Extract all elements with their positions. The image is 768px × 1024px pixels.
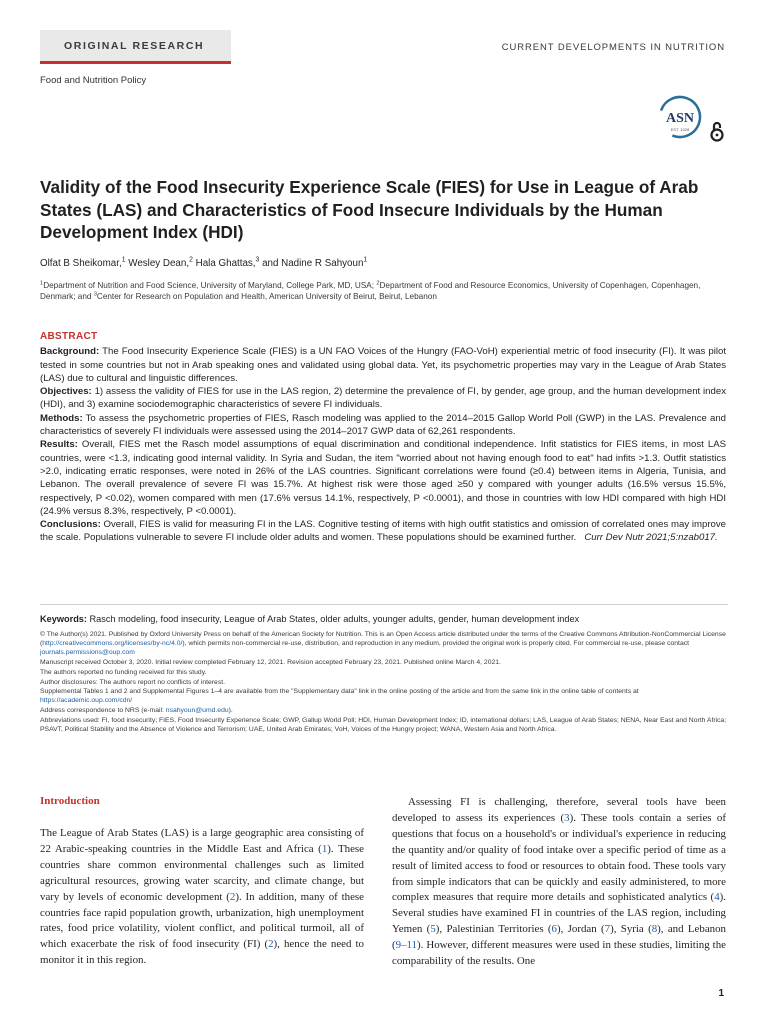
- abstract-methods-label: Methods:: [40, 412, 83, 424]
- copyright-text: © The Author(s) 2021. Published by Oxford University Press on behalf of the American Society for Nutrition. This is an Open Access article distributed under the terms of the Creative Commons Attribution-NonCommercial License (: [40, 631, 726, 648]
- page-number: 1: [718, 988, 724, 999]
- text-run: ), Syria (: [610, 923, 652, 936]
- intro-paragraph-1: [40, 826, 364, 969]
- manuscript-dates: Manuscript received October 3, 2020. Initial review completed February 12, 2021. Revision accepted February 23, 2021. Published online March 4, 2021.: [40, 659, 501, 667]
- keywords-text: Rasch modeling, food insecurity, League of Arab States, older adults, younger adults, gender, human development index: [86, 614, 580, 624]
- text-run: ). These countries share common environmental challenges such as limited agricultural resources, growing water scarcity, and climate change, but vary by levels of economic development (: [40, 842, 364, 903]
- author-list: [40, 258, 730, 269]
- reference-link[interactable]: 1: [321, 842, 328, 855]
- reference-link[interactable]: 4: [714, 891, 720, 904]
- affiliation-3: Center for Research on Population and Health, American University of Beirut, Beirut, Lebanon: [96, 292, 437, 302]
- abstract-methods-text: To assess the psychometric properties of FIES, Rasch modeling was applied to the 2014–2015 Gallop World Poll (GWP) in the LAS. Prevalence and characteristics of severely FI individuals were assessed using the 2014–2017 GWP data of 62,261 respondents.: [40, 412, 726, 438]
- text-run: The League of Arab States (LAS) is a large geographic area consisting of 22 Arabic-speaking countries in the Middle East and Africa (: [40, 827, 364, 855]
- author-affiliation-mark: 3: [255, 256, 260, 264]
- text-run: ), Palestinian Territories (: [435, 923, 552, 936]
- citation: Curr Dev Nutr 2021;5:nzab017.: [584, 532, 718, 544]
- text-run: ). These tools contain a series of questions that focus on a household's or individual's experience in reducing the quantity and/or quality of food intake over a specific period of time as a result of limited access to food or resources to obtain food. These tools vary from simple indicators that can be quickly and easily administered, to more complex measures that require more details and sophisticated analytics (: [392, 811, 726, 904]
- license-link[interactable]: http://creativecommons.org/licenses/by-nc/4.0/: [42, 640, 183, 648]
- section-label: Food and Nutrition Policy: [40, 75, 147, 86]
- reference-link[interactable]: 5: [430, 923, 436, 936]
- introduction-heading: Introduction: [40, 795, 100, 807]
- abstract-conclusions-label: Conclusions:: [40, 519, 101, 531]
- abstract-heading: ABSTRACT: [40, 331, 98, 342]
- reference-link[interactable]: 9–11: [395, 939, 418, 952]
- copyright-text-cont: ), which permits non-commercial re-use, distribution, and reproduction in any medium, provided the original work is properly cited. For commercial re-use, please contact: [182, 640, 690, 648]
- disclosures-note: Author disclosures: The authors report no conflicts of interest.: [40, 678, 225, 686]
- author-affiliation-mark: 2: [189, 256, 193, 264]
- journal-name: CURRENT DEVELOPMENTS IN NUTRITION: [501, 42, 725, 53]
- author-name: and Nadine R Sahyoun: [262, 258, 364, 269]
- keywords: [40, 614, 730, 624]
- affiliation-mark: 3: [93, 291, 97, 298]
- reference-link[interactable]: 6: [551, 923, 557, 936]
- article-title: Validity of the Food Insecurity Experience Scale (FIES) for Use in League of Arab States (LAS) and Characteristics of Food Insecure Individuals by the Human Development Index (HDI): [40, 177, 699, 242]
- abstract-background-text: The Food Insecurity Experience Scale (FIES) is a UN FAO Voices of the Hungry (FAO-VoH) experiential metric of food insecurity (FI). It was pilot tested in some countries but not in Arab speaking ones and validated using global data. Yet, its psychometric properties may vary in the League of Arab States (LAS) due to cultural and linguistic differences.: [40, 346, 726, 384]
- author-name: Hala Ghattas,: [195, 258, 256, 269]
- abstract-background-label: Background:: [40, 346, 100, 358]
- text-run: Assessing FI is challenging, therefore, several tools have been developed to assess its experiences (: [392, 796, 726, 824]
- author-name: Wesley Dean,: [128, 258, 190, 269]
- affiliation-1: Department of Nutrition and Food Science, University of Maryland, College Park, MD, USA;: [43, 281, 377, 290]
- reference-link[interactable]: 3: [564, 811, 570, 824]
- abstract-conclusions-text: Overall, FIES is valid for measuring FI in the LAS. Cognitive testing of items with high outfit statistics and omission of correlated ones may improve the scale. Populations vulnerable to severe FI include older adults and women. These populations should be examined further.: [40, 519, 726, 544]
- reference-link[interactable]: 8: [651, 923, 658, 936]
- keywords-label: Keywords:: [40, 614, 87, 624]
- abstract-objectives-label: Objectives:: [40, 386, 92, 398]
- text-run: ), and Lebanon (: [392, 923, 726, 952]
- abstract-conclusions: [40, 518, 726, 545]
- copyright-note: [40, 630, 730, 658]
- author-affiliation-mark: 1: [121, 256, 126, 264]
- supplemental-link[interactable]: https://academic.oup.com/cdn/: [40, 697, 133, 705]
- text-run: ), hence the need to monitor it in this region.: [40, 938, 364, 967]
- author-name: Olfat B Sheikomar,: [40, 258, 122, 269]
- reference-link[interactable]: 7: [604, 923, 611, 936]
- abstract-results-label: Results:: [40, 439, 78, 451]
- supplemental-text: Supplemental Tables 1 and 2 and Supplemental Figures 1–4 are available from the "Supplementary data" link in the online posting of the article and from the same link in the online table of contents at: [40, 688, 639, 696]
- abstract-background: [40, 345, 726, 385]
- supplemental-note: [40, 687, 730, 705]
- text-run: ), Jordan (: [556, 923, 605, 936]
- logo-subtext: EST. 1928: [670, 127, 690, 132]
- intro-paragraph-2: [392, 795, 726, 970]
- abbreviations-note: Abbreviations used: FI, food insecurity; FIES, Food Insecurity Experience Scale; GWP, Gallup World Poll; HDI, Human Development Index; ID, international dollars; LAS, League of Arab States; NENA, Near East and North Africa; PSAVT, Political Stability and the Absence of Violence and Terrorism; UAE, United Arab Emirates; VoH, Voices of the Hungry project; WANA, Western Asia and North Africa.: [40, 716, 727, 734]
- intro-column-right: [392, 795, 726, 970]
- asn-logo: [658, 95, 702, 139]
- article-notes: [40, 630, 730, 735]
- funding-note: The authors reported no funding received for this study.: [40, 668, 207, 676]
- affiliations: [40, 280, 730, 302]
- correspondence-text: Address correspondence to NRS (e-mail:: [40, 707, 166, 715]
- logo-text: ASN: [665, 111, 695, 126]
- divider: [40, 604, 728, 605]
- affiliation-mark: 1: [40, 280, 44, 287]
- abstract-methods: [40, 412, 726, 439]
- affiliation-mark: 2: [376, 280, 380, 287]
- correspondence-email-link[interactable]: nsahyoun@umd.edu: [165, 707, 229, 715]
- text-run: ). However, different measures were used in these studies, limiting the comparability of the results. One: [392, 939, 726, 968]
- correspondence-note: Address correspondence to NRS (e-mail: nsahyoun@umd.edu).: [40, 707, 233, 715]
- abstract-results: [40, 438, 726, 518]
- permissions-email-link[interactable]: journals.permissions@oup.com: [40, 649, 135, 657]
- text-run: ). In addition, many of these countries face rapid population growth, urbanization, high unemployment rates, food price volatility, violent conflict, and political turmoil, all of which exacerbate the risk of food insecurity (FI) (: [40, 890, 364, 951]
- author-affiliation-mark: 1: [363, 256, 368, 264]
- reference-link[interactable]: 2: [229, 890, 236, 903]
- abstract-objectives-text: 1) assess the validity of FIES for use in the LAS region, 2) determine the prevalence of FI, by gender, age group, and the human development index (HDI), and 3) examine sociodemographic characteristics of severe FI individuals.: [40, 386, 726, 411]
- abstract-objectives: [40, 385, 726, 412]
- text-run: ). Several studies have examined FI in countries of the LAS region, including Yemen (: [392, 891, 726, 936]
- article-type-label: ORIGINAL RESEARCH: [64, 40, 205, 52]
- reference-link[interactable]: 2: [268, 938, 274, 951]
- abstract-results-text: Overall, FIES met the Rasch model assumptions of equal discrimination and conditional independence. Infit statistics for FIES items, in most LAS countries, were <1.3, indicating good internal validity. In Syria and Sudan, the item "worried about not having enough food to eat" had infits >1.3. Outfit statistics >2.0, indicating erratic responses, were noted in 26% of the LAS countries. Significant correlations were found (≥0.4) between items in Algeria, Tunisia, and Lebanon. The overall prevalence of severe FI was 15.7%. At highest risk were those aged ≥50 y compared with younger adults (16.5% versus 15.5%, respectively, P <0.02), women compared with men (17.6% versus 14.1%, respectively, P <0.0001), and those in countries with low HDI compared with high HDI (24.9% versus 8.3%, respectively, P <0.0001).: [40, 439, 726, 517]
- intro-column-left: [40, 826, 364, 969]
- open-access-icon[interactable]: [709, 120, 725, 144]
- affiliation-2: Department of Food and Resource Economics, University of Copenhagen, Copenhagen, Denmark; and: [40, 281, 701, 302]
- abstract: [40, 330, 726, 545]
